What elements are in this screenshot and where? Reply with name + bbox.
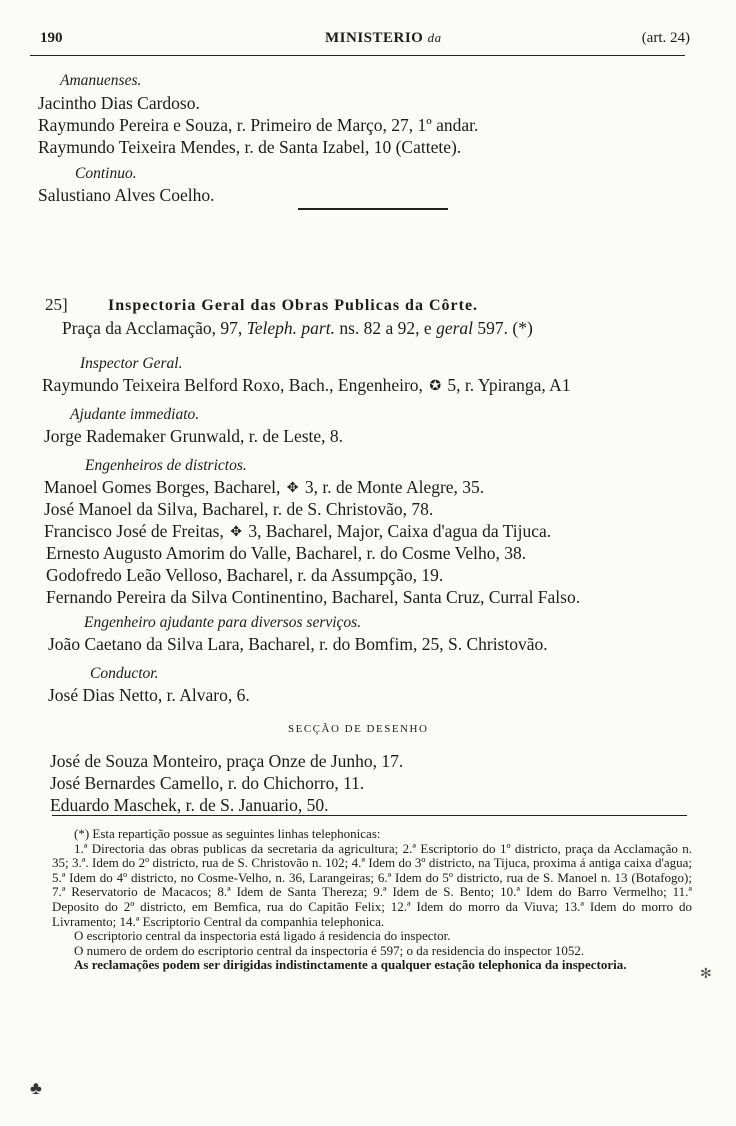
- engenheiro-text: Francisco José de Freitas,: [44, 521, 224, 541]
- inspector-rest: 5, r. Ypiranga, A1: [447, 375, 571, 395]
- address-suffix: 597. (*): [477, 318, 533, 338]
- desenho-entry: José Bernardes Camello, r. do Chichorro, 11.: [50, 773, 365, 793]
- footnote-reclamacoes: As reclamações podem ser dirigidas indistinctamente a qualquer estação telephonica da inspectoria.: [74, 957, 627, 973]
- footnote-central: O escriptorio central da inspectoria está ligado á residencia do inspector.: [74, 928, 451, 944]
- conductor-entry: José Dias Netto, r. Alvaro, 6.: [48, 685, 250, 705]
- desenho-entry: Eduardo Maschek, r. de S. Januario, 50.: [50, 795, 329, 815]
- ajudante-entry: Jorge Rademaker Grunwald, r. de Leste, 8.: [44, 426, 344, 446]
- engenheiro-entry: [44, 520, 551, 544]
- conductor-heading: Conductor.: [90, 665, 159, 682]
- desenho-heading: SECÇÃO DE DESENHO: [288, 723, 429, 735]
- section-address: [62, 317, 533, 339]
- address-teleph: Teleph. part.: [246, 318, 335, 338]
- footnote-rule: [52, 815, 687, 816]
- order-medal-icon: ✪: [429, 379, 442, 394]
- print-smudge-icon: ♣: [30, 1078, 42, 1098]
- engenheiro-entry: Ernesto Augusto Amorim do Valle, Bacharel, r. do Cosme Velho, 38.: [46, 543, 527, 563]
- engenheiro-text: Manoel Gomes Borges, Bacharel,: [44, 477, 281, 497]
- section-title: Inspectoria Geral das Obras Publicas da Côrte.: [108, 297, 479, 314]
- amanuense-entry: Raymundo Teixeira Mendes, r. de Santa Izabel, 10 (Cattete).: [38, 137, 462, 157]
- address-geral: geral: [436, 318, 474, 338]
- eng-ajudante-heading: Engenheiro ajudante para diversos serviços.: [84, 614, 362, 631]
- section-number: 25]: [45, 295, 68, 314]
- page-title: [325, 30, 442, 47]
- page-title-main: MINISTERIO: [325, 30, 424, 46]
- amanuenses-heading: Amanuenses.: [60, 72, 142, 89]
- footnote-intro: (*) Esta repartição possue as seguintes linhas telephonicas:: [74, 826, 381, 841]
- footnote-numbers: O numero de ordem do escriptorio central da inspectoria é 597; o da residencia do inspector 1052.: [74, 942, 585, 958]
- eng-ajudante-entry: João Caetano da Silva Lara, Bacharel, r. do Bomfim, 25, S. Christovão.: [48, 634, 548, 654]
- desenho-entry: José de Souza Monteiro, praça Onze de Junho, 17.: [50, 751, 404, 771]
- engenheiro-text: 3, Bacharel, Major, Caixa d'agua da Tijuca.: [248, 521, 552, 541]
- inspector-name: Raymundo Teixeira Belford Roxo, Bach., Engenheiro,: [42, 375, 423, 395]
- address-mid: ns. 82 a 92, e: [339, 318, 432, 338]
- inspector-heading: Inspector Geral.: [80, 355, 183, 372]
- page-title-suffix: da: [427, 30, 442, 45]
- engenheiro-entry: [44, 476, 484, 500]
- engenheiro-entry: Godofredo Leão Velloso, Bacharel, r. da Assumpção, 19.: [46, 565, 444, 585]
- inspector-entry: [42, 374, 571, 398]
- order-cross-icon: ✥: [286, 481, 299, 496]
- footnote-lines: 1.ª Directoria das obras publicas da secretaria da agricultura; 2.ª Escriptorio do 1º districto, praça da Acclamação n. 35; 3.ª. Idem do 2º districto, rua de S. Christovão n. 102; 4.ª Idem do 3º districto, na Tijuca, proxima á antiga caixa d'agua; 5.ª Idem do 4º districto, no Cosme-Velho, n. 36, Larangeiras; 6.ª Idem do 5º districto, rua de S. Manoel n. 13 (Botafogo); 7.ª Reservatorio de Macacos; 8.ª Idem de Santa Thereza; 9.ª Idem de S. Bento; 10.ª Idem do Barro Vermelho; 11.ª Deposito do 2º districto, em Bemfica, rua do Capitão Felix; 12.ª Idem do morro da Viuva; 13.ª Idem do morro do Livramento; 14.ª Escriptorio Central da companhia telephonica.: [52, 840, 692, 929]
- engenheiro-entry: Fernando Pereira da Silva Continentino, Bacharel, Santa Cruz, Curral Falso.: [46, 587, 581, 607]
- ajudante-heading: Ajudante immediato.: [70, 406, 200, 423]
- engenheiro-entry: José Manoel da Silva, Bacharel, r. de S. Christovão, 78.: [44, 499, 434, 519]
- header-rule: [30, 55, 685, 56]
- engenheiro-text: 3, r. de Monte Alegre, 35.: [304, 477, 485, 497]
- footnote: [52, 827, 692, 973]
- address-prefix: Praça da Acclamação, 97,: [62, 318, 243, 338]
- page-header: [40, 30, 690, 54]
- continuo-heading: Continuo.: [75, 165, 137, 182]
- print-smudge-icon: ✻: [700, 967, 712, 982]
- section-heading: [45, 293, 478, 317]
- engenheiros-heading: Engenheiros de districtos.: [85, 457, 247, 474]
- article-ref: (art. 24): [641, 30, 690, 46]
- amanuense-entry: Raymundo Pereira e Souza, r. Primeiro de Março, 27, 1º andar.: [38, 115, 479, 135]
- page-number: 190: [40, 30, 63, 46]
- section-divider: [298, 208, 448, 210]
- order-cross-icon: ✥: [230, 525, 242, 540]
- continuo-entry: Salustiano Alves Coelho.: [38, 185, 215, 205]
- amanuense-entry: Jacintho Dias Cardoso.: [38, 93, 200, 113]
